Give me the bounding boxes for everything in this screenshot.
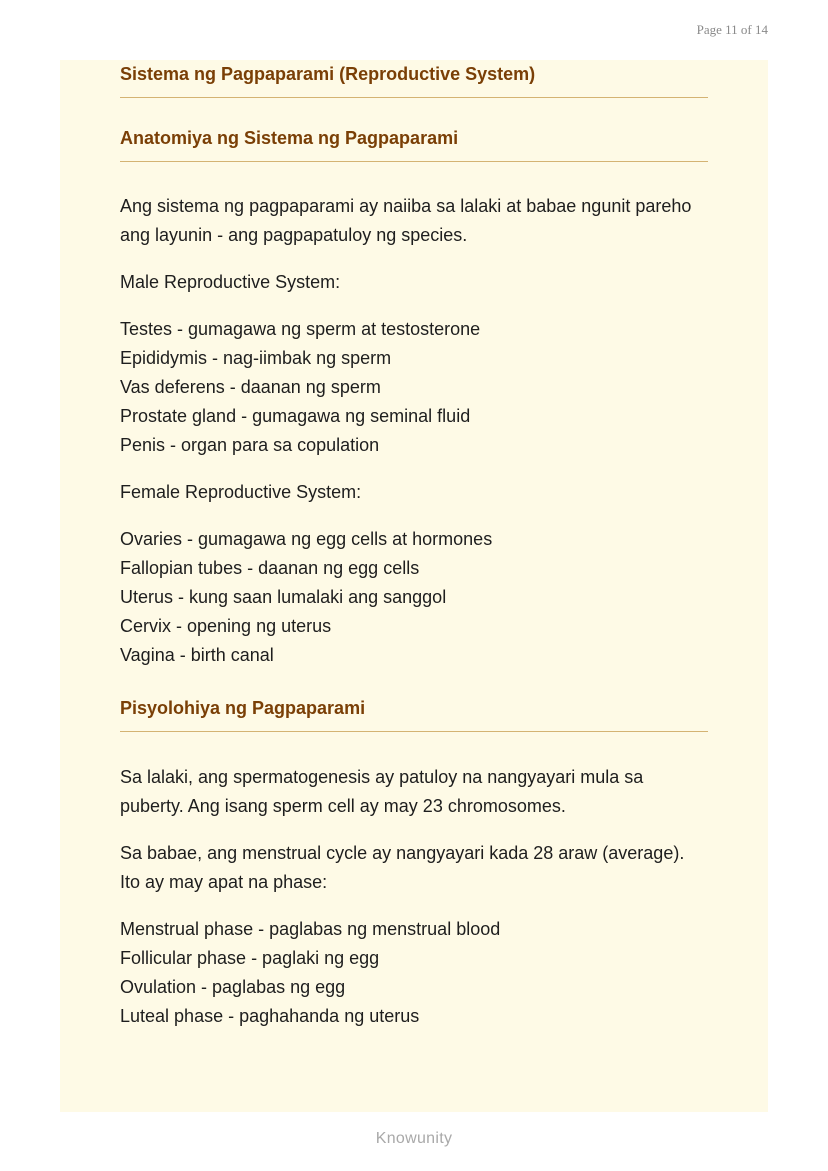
list-item: Epididymis - nag-iimbak ng sperm xyxy=(120,348,392,368)
list-item: Ovulation - paglabas ng egg xyxy=(120,977,346,997)
list-item: Vas deferens - daanan ng sperm xyxy=(120,377,381,397)
document-title: Sistema ng Pagpaparami (Reproductive System) xyxy=(120,61,708,98)
page-number: Page 11 of 14 xyxy=(696,22,768,37)
list-item: Uterus - kung saan lumalaki ang sanggol xyxy=(120,587,447,607)
content-body xyxy=(120,60,708,1031)
physiology-heading: Pisyolohiya ng Pagpaparami xyxy=(120,695,708,732)
female-organ-list xyxy=(120,525,708,670)
female-physiology-paragraph: Sa babae, ang menstrual cycle ay nangyayari kada 28 araw (average). Ito ay may apat na phase: xyxy=(120,843,685,892)
male-physiology-paragraph: Sa lalaki, ang spermatogenesis ay patuloy na nangyayari mula sa puberty. Ang isang sperm cell ay may 23 chromosomes. xyxy=(120,767,644,816)
list-item: Follicular phase - paglaki ng egg xyxy=(120,948,380,968)
cycle-phase-list xyxy=(120,915,708,1031)
list-item: Menstrual phase - paglabas ng menstrual blood xyxy=(120,919,501,939)
intro-paragraph: Ang sistema ng pagpaparami ay naiiba sa lalaki at babae ngunit pareho ang layunin - ang pagpapatuloy ng species. xyxy=(120,196,692,245)
list-item: Cervix - opening ng uterus xyxy=(120,616,332,636)
male-system-label: Male Reproductive System: xyxy=(120,272,341,292)
footer-brand: Knowunity xyxy=(375,1130,453,1147)
list-item: Penis - organ para sa copulation xyxy=(120,435,380,455)
male-organ-list xyxy=(120,315,708,460)
content-card xyxy=(60,60,768,1112)
list-item: Prostate gland - gumagawa ng seminal fluid xyxy=(120,406,471,426)
list-item: Vagina - birth canal xyxy=(120,645,274,665)
list-item: Fallopian tubes - daanan ng egg cells xyxy=(120,558,420,578)
list-item: Ovaries - gumagawa ng egg cells at hormones xyxy=(120,529,493,549)
list-item: Luteal phase - paghahanda ng uterus xyxy=(120,1006,420,1026)
female-system-label: Female Reproductive System: xyxy=(120,482,362,502)
anatomy-heading: Anatomiya ng Sistema ng Pagpaparami xyxy=(120,125,708,162)
list-item: Testes - gumagawa ng sperm at testosterone xyxy=(120,319,481,339)
